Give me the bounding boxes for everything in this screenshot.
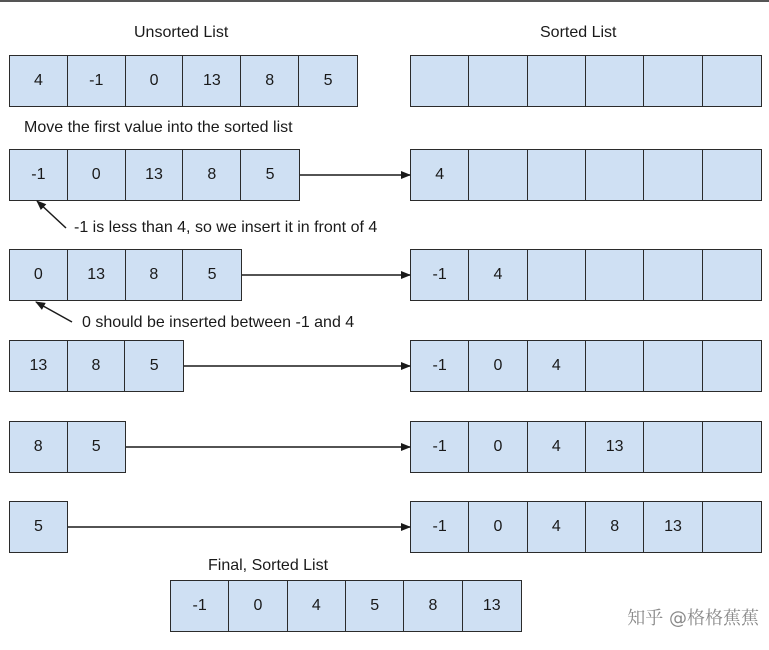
unsorted-cell: -1: [10, 150, 68, 200]
sorted-cell: [528, 250, 586, 300]
sorted-cell: 13: [644, 502, 702, 552]
sorted-cell: [528, 56, 586, 106]
sorted-cell: [411, 56, 469, 106]
sorted-cell: [644, 150, 702, 200]
unsorted-list-row-6: [9, 501, 68, 553]
unsorted-cell: 8: [10, 422, 68, 472]
pointer-arrow-zero: [36, 302, 72, 322]
sorted-cell: 8: [586, 502, 644, 552]
caption-insert-before-4: -1 is less than 4, so we insert it in front of 4: [74, 219, 378, 236]
sorted-cell: 4: [528, 502, 586, 552]
sorted-cell: [644, 250, 702, 300]
unsorted-cell: 8: [183, 150, 241, 200]
unsorted-cell: 8: [126, 250, 184, 300]
sorted-cell: 0: [469, 341, 527, 391]
sorted-cell: [469, 150, 527, 200]
unsorted-cell: 5: [34, 518, 43, 535]
sorted-list-row-1: [410, 55, 762, 107]
sorted-cell: [586, 56, 644, 106]
unsorted-list-row-2: [9, 149, 300, 201]
sorted-cell: [703, 502, 761, 552]
caption-move-first-value: Move the first value into the sorted list: [24, 119, 293, 136]
sorted-cell: 4: [411, 150, 469, 200]
top-border-line: [0, 0, 769, 2]
sorted-cell: 13: [586, 422, 644, 472]
sorted-cell: -1: [411, 341, 469, 391]
unsorted-heading: Unsorted List: [134, 24, 229, 41]
unsorted-cell: 13: [183, 56, 241, 106]
sorted-cell: [703, 250, 761, 300]
final-cell: 0: [229, 581, 287, 631]
unsorted-cell: 5: [207, 266, 217, 283]
sorted-list-row-5: [410, 421, 762, 473]
sorted-list-row-4: [410, 340, 762, 392]
sorted-cell: -1: [411, 422, 469, 472]
sorted-cell: 4: [528, 422, 586, 472]
final-cell: 5: [346, 581, 404, 631]
final-heading: Final, Sorted List: [208, 557, 329, 574]
sorted-cell: [469, 56, 527, 106]
unsorted-list-row-1: [9, 55, 358, 107]
unsorted-list-row-4: [9, 340, 184, 392]
watermark-text: 知乎 @格格蕉蕉: [627, 608, 759, 629]
unsorted-list-row-3: [9, 249, 242, 301]
unsorted-cell: 13: [126, 150, 184, 200]
unsorted-cell: -1: [68, 56, 126, 106]
unsorted-cell: 0: [10, 250, 68, 300]
sorted-cell: -1: [411, 250, 469, 300]
sorted-cell: [703, 422, 761, 472]
sorted-cell: [644, 341, 702, 391]
sorted-cell: [644, 422, 702, 472]
sorted-cell: 4: [528, 341, 586, 391]
sorted-heading: Sorted List: [540, 24, 617, 41]
sorted-list-row-3: [410, 249, 762, 301]
sorted-cell: [586, 341, 644, 391]
unsorted-cell: 0: [126, 56, 184, 106]
sorted-cell: 0: [469, 422, 527, 472]
final-cell: 8: [404, 581, 462, 631]
sorted-cell: 0: [469, 502, 527, 552]
final-cell: 13: [482, 597, 501, 614]
sorted-cell: [528, 150, 586, 200]
unsorted-list-row-5: [9, 421, 126, 473]
unsorted-cell: 5: [323, 72, 333, 89]
sorted-cell: [703, 56, 761, 106]
caption-insert-between: 0 should be inserted between -1 and 4: [82, 314, 355, 331]
unsorted-cell: 8: [241, 56, 299, 106]
unsorted-cell: 0: [68, 150, 126, 200]
unsorted-cell: 5: [91, 438, 101, 455]
final-cell: 4: [288, 581, 346, 631]
sorted-cell: [703, 150, 761, 200]
final-sorted-list: [170, 580, 522, 632]
pointer-arrow-minus-one: [37, 201, 66, 228]
unsorted-cell: 5: [265, 166, 275, 183]
sorted-cell: [586, 150, 644, 200]
sorted-cell: [703, 341, 761, 391]
final-cell: -1: [171, 581, 229, 631]
sorted-cell: [586, 250, 644, 300]
sorted-list-row-6: [410, 501, 762, 553]
sorted-cell: -1: [411, 502, 469, 552]
unsorted-cell: 13: [68, 250, 126, 300]
unsorted-cell: 4: [10, 56, 68, 106]
sorted-cell: 4: [469, 250, 527, 300]
unsorted-cell: 5: [149, 357, 159, 374]
unsorted-cell: 13: [10, 341, 68, 391]
sorted-list-row-2: [410, 149, 762, 201]
sorted-cell: [644, 56, 702, 106]
unsorted-cell: 8: [68, 341, 126, 391]
